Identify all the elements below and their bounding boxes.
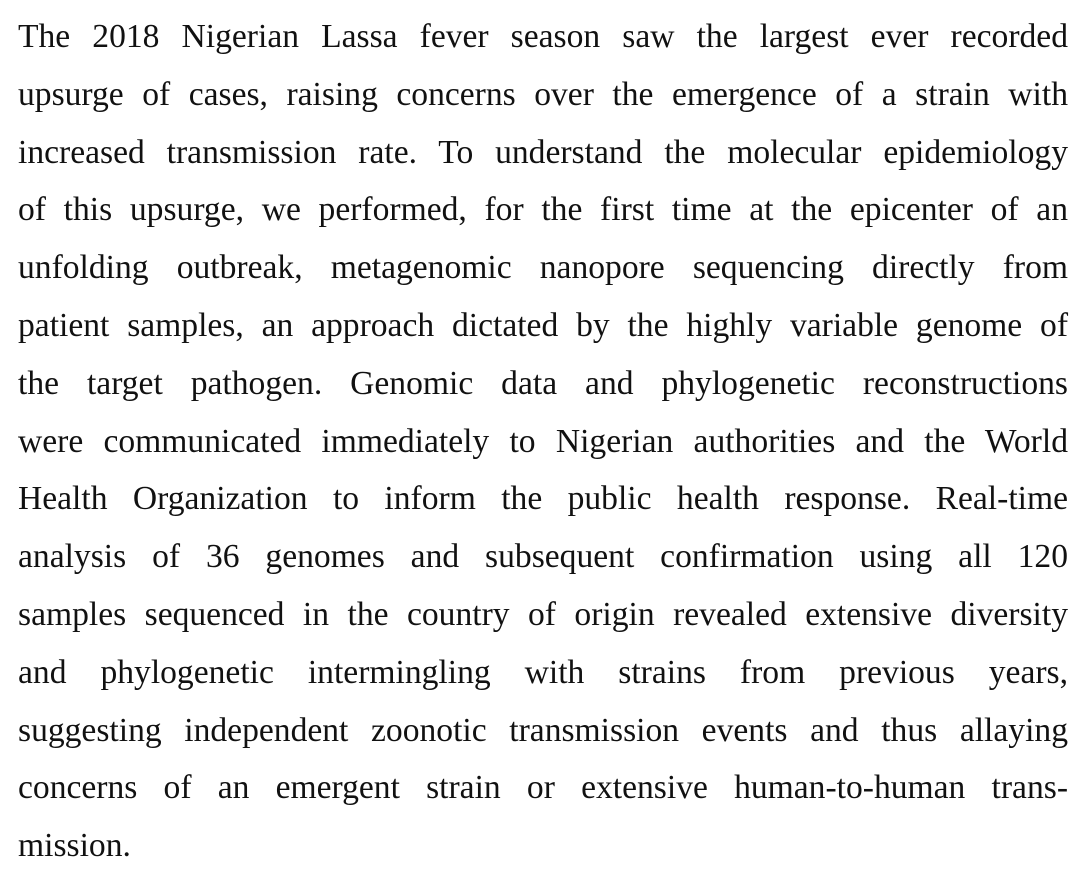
text-line-last: mission. bbox=[18, 827, 131, 865]
text-line: Health Organization to inform the public health response. Real-time bbox=[18, 480, 1068, 518]
text-line: analysis of 36 genomes and subsequent confirmation using all 120 bbox=[18, 538, 1068, 576]
text-line: unfolding outbreak, metagenomic nanopore sequencing directly from bbox=[18, 249, 1068, 287]
text-line: patient samples, an approach dictated by the highly variable genome of bbox=[18, 306, 1068, 344]
text-line: and phylogenetic intermingling with strains from previous years, bbox=[18, 653, 1068, 691]
text-line: samples sequenced in the country of origin revealed extensive diversity bbox=[18, 595, 1068, 633]
text-line: suggesting independent zoonotic transmission events and thus allaying bbox=[18, 711, 1068, 749]
abstract-paragraph bbox=[18, 8, 1068, 875]
text-line: The 2018 Nigerian Lassa fever season saw the largest ever recorded bbox=[18, 18, 1068, 55]
text-line: the target pathogen. Genomic data and phylogenetic reconstructions bbox=[18, 364, 1068, 402]
text-line: of this upsurge, we performed, for the first time at the epicenter of an bbox=[18, 191, 1068, 229]
text-line: upsurge of cases, raising concerns over the emergence of a strain with bbox=[18, 75, 1068, 113]
text-line: were communicated immediately to Nigerian authorities and the World bbox=[18, 422, 1068, 460]
text-line: concerns of an emergent strain or extensive human-to-human trans- bbox=[18, 769, 1068, 807]
text-line: increased transmission rate. To understand the molecular epidemiology bbox=[18, 133, 1068, 171]
